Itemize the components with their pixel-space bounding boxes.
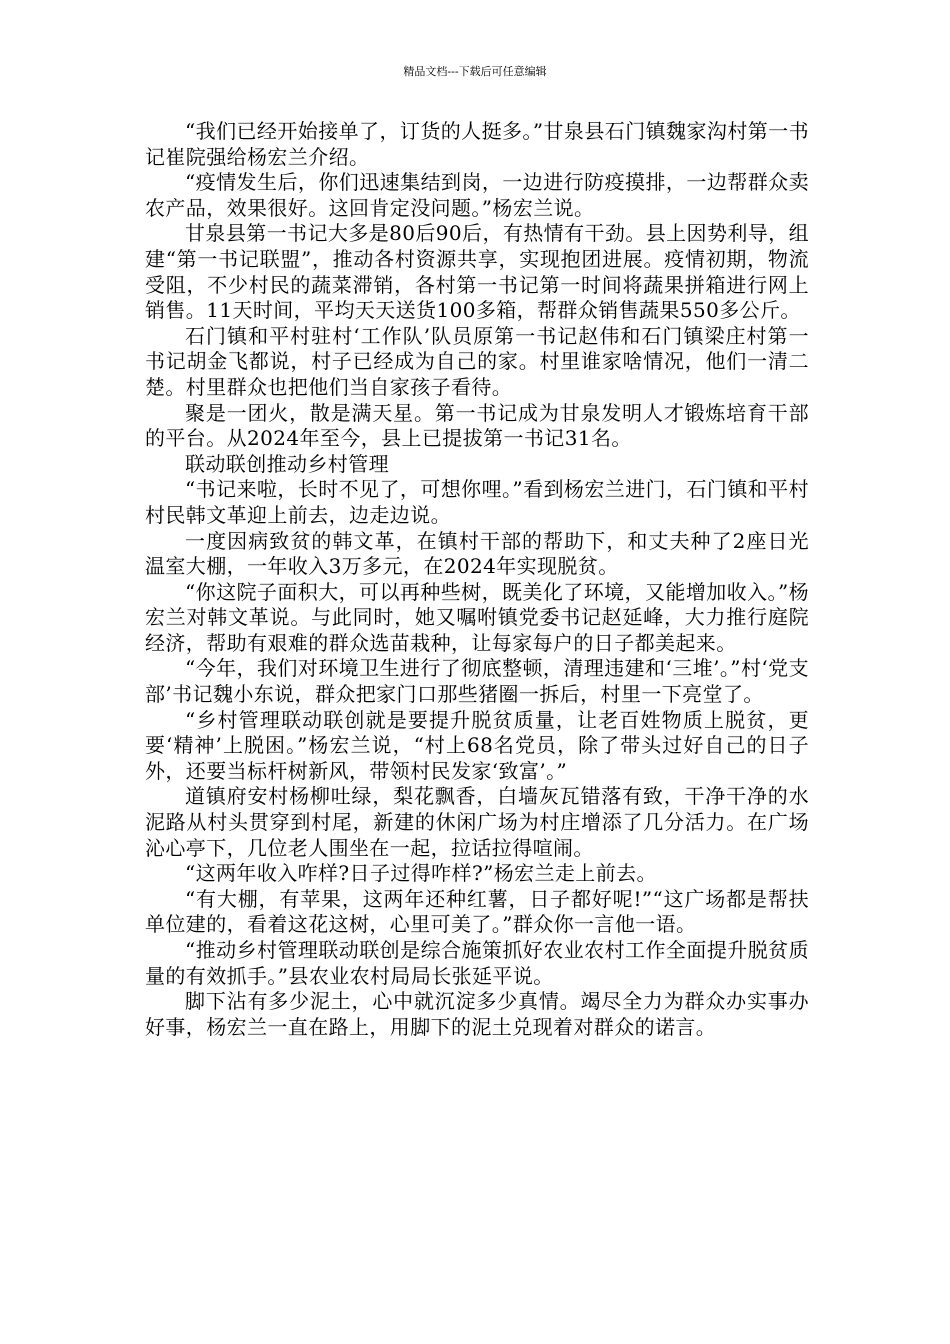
paragraph: 甘泉县第一书记大多是80后90后，有热情有干劲。县上因势利导，组建“第一书记联盟”，推动各村资源共享，实现抱团进展。疫情初期，物流受阻，不少村民的蔬菜滞销，各村第一书记第一时间将蔬果拼箱进行网上销售。11天时间，平均天天送货100多箱，帮群众销售蔬果550多公斤。 [145,221,809,323]
paragraph: 道镇府安村杨柳吐绿，梨花飘香，白墙灰瓦错落有致，干净干净的水泥路从村头贯穿到村尾，新建的休闲广场为村庄增添了几分活力。在广场沁心亭下，几位老人围坐在一起，拉话拉得喧闹。 [145,784,809,860]
paragraph: 聚是一团火，散是满天星。第一书记成为甘泉发明人才锻炼培育干部的平台。从2024年至今，县上已提拔第一书记31名。 [145,400,809,451]
paragraph: 一度因病致贫的韩文革，在镇村干部的帮助下，和丈夫种了2座日光温室大棚，一年收入3万多元，在2024年实现脱贫。 [145,528,809,579]
section-heading: 联动联创推动乡村管理 [185,451,389,476]
paragraph: “乡村管理联动联创就是要提升脱贫质量，让老百姓物质上脱贫，更要‘精神’上脱困。”杨宏兰说，“村上68名党员，除了带头过好自己的日子外，还要当标杆树新风，带领村民发家‘致富’。” [145,707,809,783]
paragraph: “我们已经开始接单了，订货的人挺多。”甘泉县石门镇魏家沟村第一书记崔院强给杨宏兰介绍。 [145,119,809,169]
paragraph: 脚下沾有多少泥土，心中就沉淀多少真情。竭尽全力为群众办实事办好事，杨宏兰一直在路上，用脚下的泥土兑现着对群众的诺言。 [145,989,809,1039]
paragraph: “推动乡村管理联动联创是综合施策抓好农业农村工作全面提升脱贫质量的有效抓手。”县农业农村局局长张延平说。 [145,938,809,988]
paragraph: “书记来啦，长时不见了，可想你哩。”看到杨宏兰进门，石门镇和平村村民韩文革迎上前去，边走边说。 [145,477,809,527]
paragraph: 石门镇和平村驻村‘工作队’队员原第一书记赵伟和石门镇梁庄村第一书记胡金飞都说，村子已经成为自己的家。村里谁家啥情况，他们一清二楚。村里群众也把他们当自家孩子看待。 [145,323,809,399]
paragraph: “有大棚，有苹果，这两年还种红薯，日子都好呢!”“这广场都是帮扶单位建的，看着这花这树，心里可美了。”群众你一言他一语。 [145,886,809,937]
page-header: 精品文档---下载后可任意编辑 [403,65,547,78]
document-body [145,119,809,1040]
paragraph: “这两年收入咋样?日子过得咋样?”杨宏兰走上前去。 [185,861,657,886]
paragraph: “你这院子面积大，可以再种些树，既美化了环境，又能增加收入。”杨宏兰对韩文革说。与此同时，她又嘱咐镇党委书记赵延峰，大力推行庭院经济，帮助有艰难的群众选苗栽种，让每家每户的日子都美起来。 [145,579,809,655]
paragraph: “疫情发生后，你们迅速集结到岗，一边进行防疫摸排，一边帮群众卖农产品，效果很好。这回肯定没问题。”杨宏兰说。 [145,170,809,220]
paragraph: “今年，我们对环境卫生进行了彻底整顿，清理违建和‘三堆’。”村‘党支部’书记魏小东说，群众把家门口那些猪圈一拆后，村里一下亮堂了。 [145,656,809,707]
